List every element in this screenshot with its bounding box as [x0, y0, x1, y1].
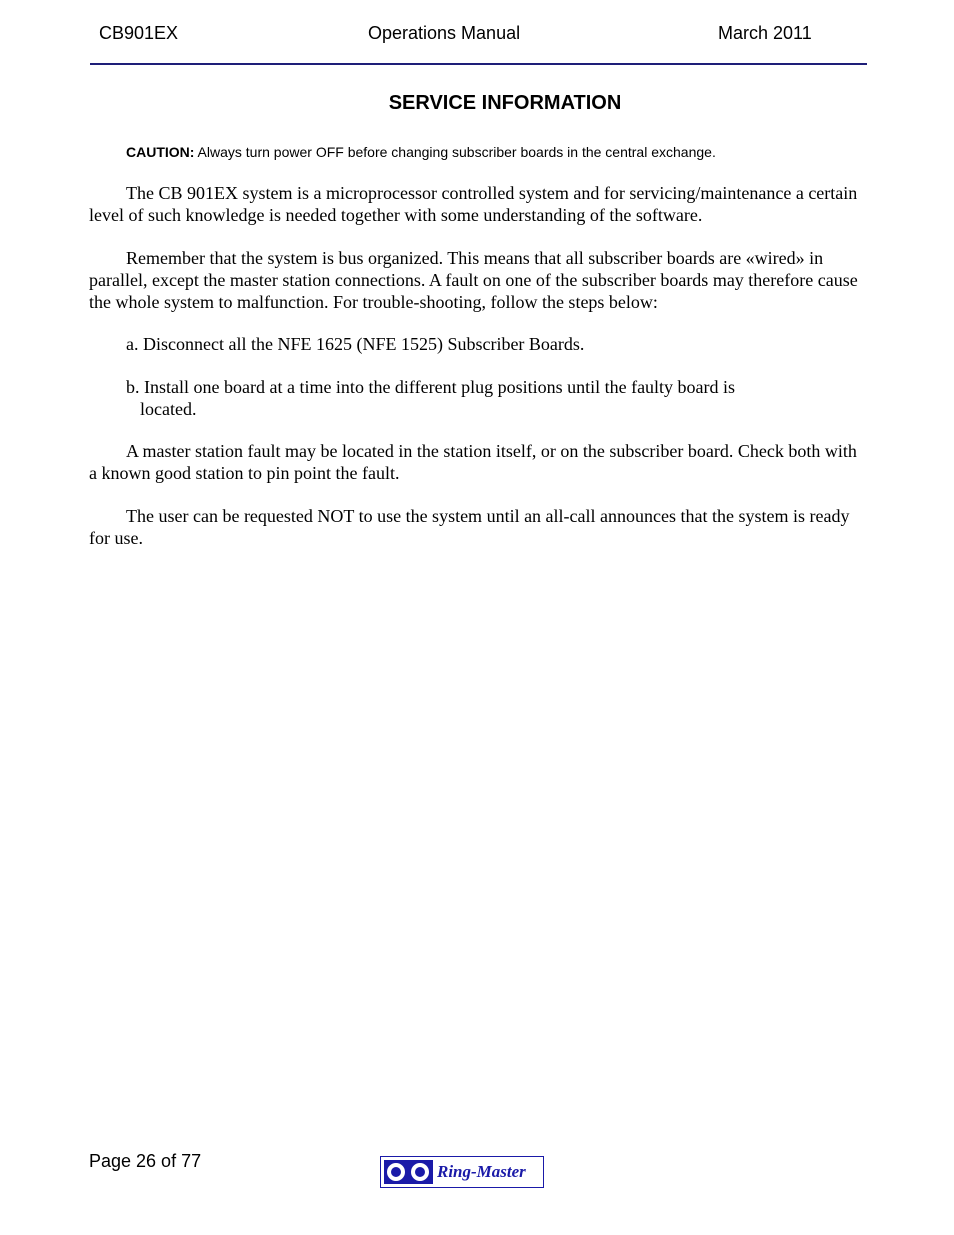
step-b-text: b. Install one board at a time into the different plug positions until the faulty board is — [126, 377, 736, 397]
step-b-continuation: located. — [140, 399, 197, 419]
document-title: Operations Manual — [368, 23, 521, 43]
caution-label: CAUTION: — [126, 144, 195, 160]
step-b — [126, 376, 826, 420]
page-number: Page 26 of 77 — [89, 1151, 202, 1171]
bus-paragraph — [89, 247, 859, 313]
caution-note — [126, 143, 716, 161]
user-notice-paragraph-text: The user can be requested NOT to use the system until an all-call announces that the system is ready for use. — [89, 506, 850, 548]
logo-ring-left-icon — [387, 1163, 405, 1181]
logo-text: Ring-Master — [437, 1162, 526, 1181]
document-code: CB901EX — [99, 23, 179, 43]
header-divider — [90, 63, 867, 65]
step-a — [126, 333, 826, 355]
bus-paragraph-text: Remember that the system is bus organized. This means that all subscriber boards are «wired» in parallel, except the master station connections. A fault on one of the subscriber boards may therefore cause the whole system to malfunction. For trouble-shooting, follow the steps below: — [89, 248, 858, 312]
ring-master-logo — [380, 1156, 544, 1188]
document-date: March 2011 — [718, 23, 812, 43]
step-a-text: a. Disconnect all the NFE 1625 (NFE 1525) Subscriber Boards. — [126, 334, 585, 354]
intro-paragraph — [89, 182, 859, 226]
user-notice-paragraph — [89, 505, 859, 549]
intro-paragraph-text: The CB 901EX system is a microprocessor controlled system and for servicing/maintenance a certain level of such knowledge is needed together with some understanding of the software. — [89, 183, 858, 225]
logo-ring-right-icon — [411, 1163, 429, 1181]
master-fault-paragraph — [89, 440, 859, 484]
master-fault-paragraph-text: A master station fault may be located in the station itself, or on the subscriber board. Check both with a known good station to pin point the fault. — [89, 441, 857, 483]
ring-master-logo-icon — [384, 1160, 433, 1184]
caution-text: Always turn power OFF before changing subscriber boards in the central exchange. — [194, 144, 716, 160]
section-title: SERVICE INFORMATION — [388, 92, 622, 114]
